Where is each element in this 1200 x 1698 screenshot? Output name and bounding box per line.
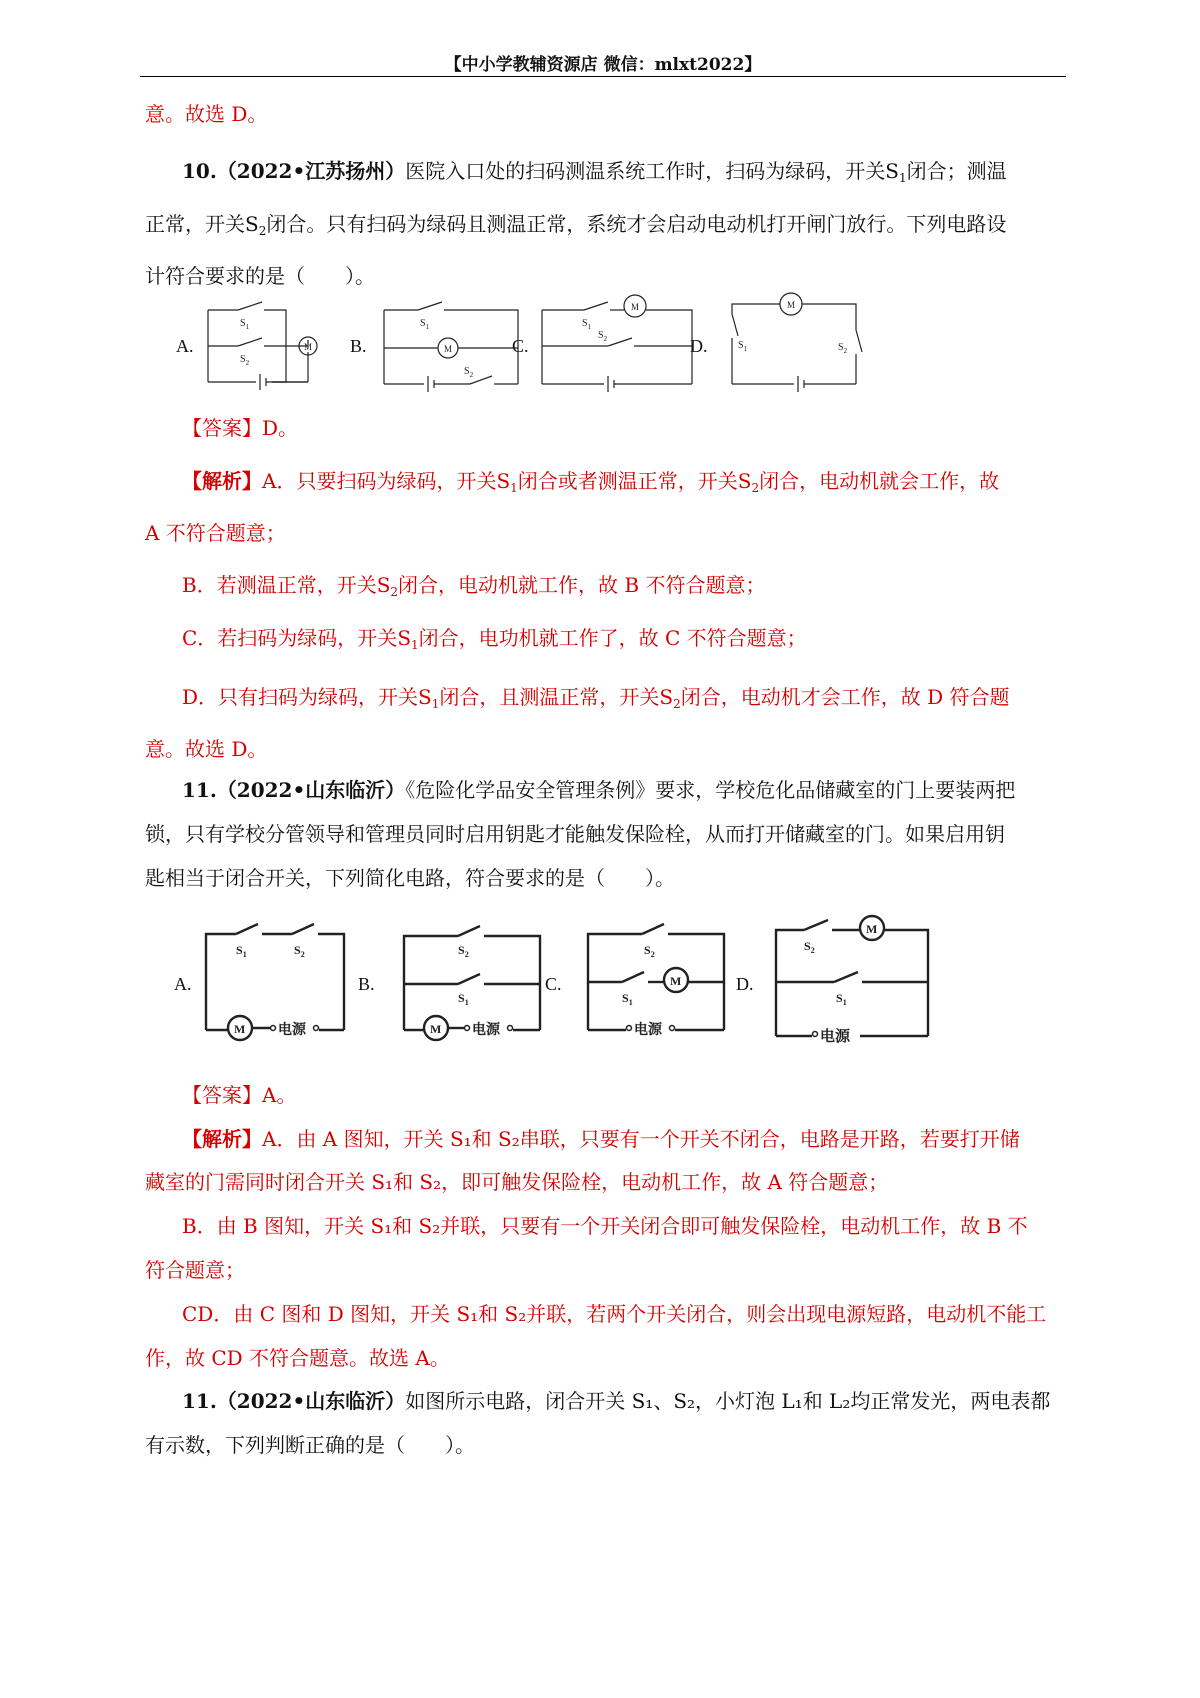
q11-explanation-cd2: 作，故 CD 不符合题意。故选 A。 (145, 1346, 450, 1370)
q11b-s2-label: $S_2$ (458, 943, 469, 959)
q11-circuit-c (582, 920, 732, 1040)
q11a-s2-label: $S_2$ (294, 943, 305, 959)
q11-option-b: B. (358, 974, 375, 994)
q12-source: 11.（2022•山东临沂） (182, 1389, 406, 1413)
q10-line3: 计符合要求的是（ ）。 (145, 264, 375, 288)
q11a-s1-label: $S_1$ (236, 943, 247, 959)
q10-option-b: B. (350, 336, 367, 356)
q10-explanation-b: B．若测温正常，开关$S_2$闭合，电动机就工作，故 B 不符合题意； (182, 573, 766, 599)
q10-option-d: D. (690, 336, 708, 356)
q11-option-c: C. (545, 974, 562, 994)
q9-conclusion: 意。故选 D。 (145, 102, 268, 126)
q11c-motor-icon: M (670, 974, 682, 988)
q12-line2: 有示数，下列判断正确的是（ ）。 (145, 1433, 475, 1457)
q10-circuit-d (726, 290, 876, 392)
q10a-motor-icon: M (304, 342, 313, 352)
q10b-motor-icon: M (444, 344, 453, 354)
q11b-power-label: 电源 (472, 1023, 500, 1038)
q11d-s2-label: $S_2$ (804, 939, 815, 955)
q10-option-a: A. (176, 336, 194, 356)
q11a-power-label: 电源 (278, 1023, 306, 1038)
q10-circuit-b (378, 300, 528, 392)
q10-circuit-c (538, 290, 708, 392)
q11-option-a: A. (174, 974, 192, 994)
q10-explanation-1: 【解析】A．只要扫码为绿码，开关$S_1$闭合或者测温正常，开关$S_2$闭合，电动机就会工作，故 (182, 469, 1000, 495)
q12-line1: 11.（2022•山东临沂）如图所示电路，闭合开关 S₁、S₂，小灯泡 L₁和 L₂均正常发光，两电表都 (182, 1389, 1051, 1413)
q10-line1: 10.（2022•江苏扬州）医院入口处的扫码测温系统工作时，扫码为绿码，开关$S_1$闭合；测温 (182, 159, 1007, 185)
q11-explanation-1b: 藏室的门需同时闭合开关 S₁和 S₂，即可触发保险栓，电动机工作，故 A 符合题意； (145, 1170, 889, 1194)
q11-circuit-d (770, 900, 940, 1045)
q11a-motor-icon: M (234, 1022, 246, 1036)
header-divider (140, 76, 1066, 77)
q11-explanation-cd: CD．由 C 图和 D 图知，开关 S₁和 S₂并联，若两个开关闭合，则会出现电源短路，电动机不能工 (182, 1302, 1047, 1326)
q10-answer: 【答案】D。 (182, 416, 299, 440)
q10-line2: 正常，开关$S_2$闭合。只有扫码为绿码且测温正常，系统才会启动电动机打开闸门放行。下列电路设 (145, 212, 1007, 238)
q11-line1: 11.（2022•山东临沂）《危险化学品安全管理条例》要求，学校危化品储藏室的门上要装两把 (182, 778, 1016, 802)
q11-line3: 匙相当于闭合开关，下列简化电路，符合要求的是（ ）。 (145, 866, 675, 890)
q11-explanation-1: 【解析】A．由 A 图知，开关 S₁和 S₂串联，只要有一个开关不闭合，电路是开路，若要打开储 (182, 1127, 1020, 1151)
q10c-s1-label: $S_1$ (582, 318, 592, 331)
q11-circuit-b (398, 920, 548, 1040)
q10b-s1-label: $S_1$ (420, 318, 430, 331)
q10d-s2-label: $S_2$ (838, 342, 848, 355)
q10d-motor-icon: M (787, 300, 796, 310)
q10-circuit-a (200, 300, 330, 390)
q10a-s2-label: $S_2$ (240, 354, 250, 367)
q11-source: 11.（2022•山东临沂） (182, 778, 406, 802)
q10-explanation-c: C．若扫码为绿码，开关$S_1$闭合，电功机就工作了，故 C 不符合题意； (182, 626, 807, 652)
q11d-power-label: 电源 (820, 1029, 851, 1045)
q10c-motor-icon: M (631, 302, 640, 312)
q11c-s1-label: $S_1$ (622, 991, 633, 1007)
q10a-s1-label: $S_1$ (240, 318, 250, 331)
q11d-motor-icon: M (866, 922, 878, 936)
q11-explanation-b: B．由 B 图知，开关 S₁和 S₂并联，只要有一个开关闭合即可触发保险栓，电动机工作，故 B 不 (182, 1214, 1028, 1238)
q10-option-c: C. (512, 336, 529, 356)
q11c-power-label: 电源 (634, 1023, 662, 1038)
q10d-s1-label: $S_1$ (738, 340, 748, 353)
q11-option-d: D. (736, 974, 754, 994)
q11-explanation-b2: 符合题意； (145, 1258, 245, 1282)
q11-line2: 锁，只有学校分管领导和管理员同时启用钥匙才能触发保险栓，从而打开储藏室的门。如果启用钥 (145, 822, 1005, 846)
q10-explanation-d2: 意。故选 D。 (145, 737, 268, 761)
q11d-s1-label: $S_1$ (836, 991, 847, 1007)
q11-circuit-a (200, 920, 352, 1040)
q10c-s2-label: $S_2$ (598, 330, 608, 343)
q11-answer: 【答案】A。 (182, 1083, 297, 1107)
q10-explanation-1b: A 不符合题意； (145, 521, 286, 545)
q10-explanation-d: D．只有扫码为绿码，开关$S_1$闭合，且测温正常，开关$S_2$闭合，电动机才会工作，故 D 符合题 (182, 685, 1010, 711)
q10-source: 10.（2022•江苏扬州） (182, 159, 406, 183)
q11b-s1-label: $S_1$ (458, 991, 469, 1007)
page-header: 【中小学教辅资源店 微信：mlxt2022】 (444, 55, 762, 75)
q10b-s2-label: $S_2$ (464, 366, 474, 379)
q11b-motor-icon: M (430, 1022, 442, 1036)
q11c-s2-label: $S_2$ (644, 943, 655, 959)
